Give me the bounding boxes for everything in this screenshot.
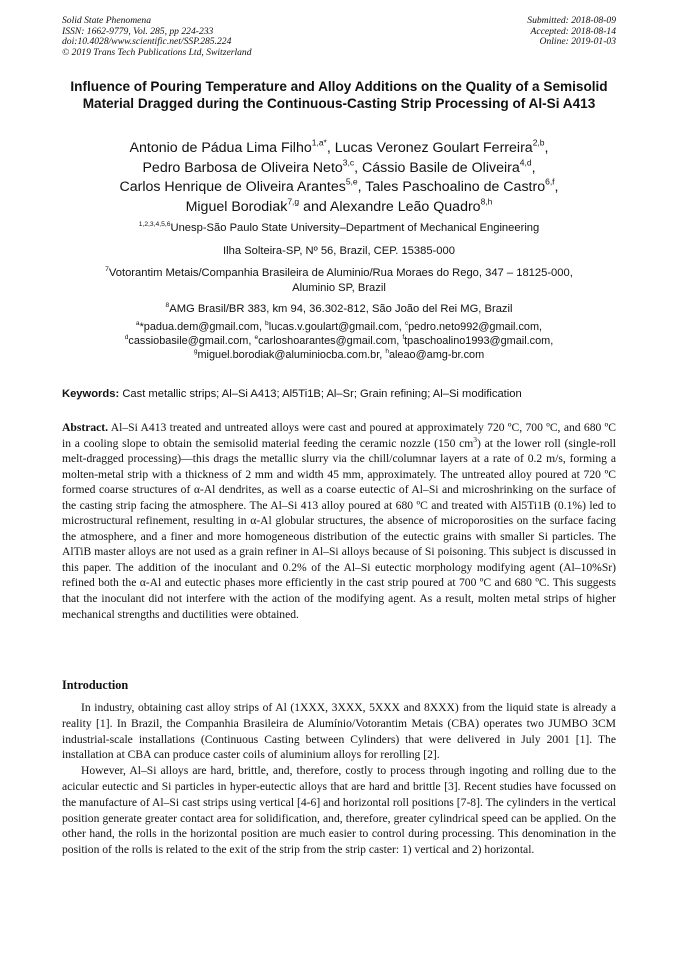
journal-name: Solid State Phenomena	[62, 15, 151, 26]
keywords	[62, 387, 616, 401]
affiliation-3: $^8$AMG Brasil/BR 383, km 94, 36.302-812, São João del Rei MG, Brazil	[165, 301, 513, 315]
email-link[interactable]: $^g$miguel.borodiak@aluminiocba.com.br	[193, 348, 380, 361]
email-link[interactable]: $^f$tpaschoalino1993@gmail.com	[402, 334, 551, 347]
publication-dates	[527, 16, 616, 48]
accepted-date: Accepted: 2018-08-14	[530, 25, 616, 37]
paragraph: However, Al–Si alloys are hard, brittle, and, therefore, costly to process through ingoting and rolling due to the acicular eutectic and Si particles in hyper-eutectic alloys that are hard and brittle [3]. Recent studies have focussed on the manufacture of Al–Si cast strips using vertical [4-6] and horizontal roll positions [7-8]. The cylinders in the vertical position generate greater contact area for solidification, and, therefore, greater cylindrical speed can be applied. On the other hand, the rolls in the horizontal position are much easier to control during processing. This denomination in the position of the rolls is related to the exit of the strip from the strip caster: 1) vertical and 2) horizontal.	[62, 764, 616, 857]
keywords-label: Keywords:	[62, 388, 120, 400]
author: Cássio Basile de Oliveira$^{4,d}$	[362, 157, 532, 176]
author: Lucas Veronez Goulart Ferreira$^{2,b}$	[334, 137, 545, 156]
email-link[interactable]: $^d$cassiobasile@gmail.com	[124, 334, 249, 347]
author: Pedro Barbosa de Oliveira Neto$^{3,c}$	[142, 157, 355, 176]
abstract-label: Abstract.	[62, 421, 109, 434]
author: Alexandre Leão Quadro$^{8,h}$	[329, 196, 493, 215]
email-link[interactable]: $^c$pedro.neto992@gmail.com	[404, 320, 540, 333]
email-list: $^a$*padua.dem@gmail.com, $^b$lucas.v.goulart@gmail.com, $^c$pedro.neto992@gmail.com, $^d$cassiobasile@gmail.com, $^e$carloshoarantes@gmail.com, $^f$tpaschoalino1993@gmail.com, $^g$miguel.borodiak@aluminiocba.com.br, $^h$aleao@amg-br.com	[124, 320, 554, 361]
author: Miguel Borodiak$^{7,g}$	[185, 196, 300, 215]
paper-title: Influence of Pouring Temperature and Alloy Additions on the Quality of a Semisolid Material Dragged during the Continuous-Casting Strip Processing of Al-Si A413	[70, 79, 608, 111]
section-heading-introduction: Introduction	[62, 678, 129, 692]
author: Carlos Henrique de Oliveira Arantes$^{5,e}$	[119, 176, 358, 195]
journal-issn: ISSN: 1662-9779, Vol. 285, pp 224-233	[62, 25, 214, 37]
email-link[interactable]: $^h$aleao@amg-br.com	[385, 348, 485, 361]
author: Tales Paschoalino de Castro$^{6,f}$	[365, 176, 555, 195]
author-list: Antonio de Pádua Lima Filho$^{1,a*}$, Lucas Veronez Goulart Ferreira$^{2,b}$, Pedro Barbosa de Oliveira Neto$^{3,c}$, Cássio Basile de Oliveira$^{4,d}$, Carlos Henrique de Oliveira Arantes$^{5,e}$, Tales Paschoalino de Castro$^{6,f}$, Miguel Borodiak$^{7,g}$ and Alexandre Leão Quadro$^{8,h}$	[119, 137, 559, 215]
email-link[interactable]: $^a$*padua.dem@gmail.com	[135, 320, 259, 333]
journal-info	[62, 16, 252, 58]
author: Antonio de Pádua Lima Filho$^{1,a*}$	[129, 137, 327, 156]
journal-doi[interactable]: doi:10.4028/www.scientific.net/SSP.285.224	[62, 36, 232, 48]
journal-copyright: © 2019 Trans Tech Publications Ltd, Switzerland	[62, 46, 252, 58]
introduction-body	[62, 700, 616, 858]
keywords-text: Cast metallic strips; Al–Si A413; Al5Ti1B; Al–Sr; Grain refining; Al–Si modification	[122, 388, 522, 400]
affiliation-2: $^7$Votorantim Metais/Companhia Brasileira de Aluminio/Rua Moraes do Rego, 347 – 18125-000, Aluminio SP, Brazil	[105, 265, 573, 294]
affiliation-1: $^{1,2,3,4,5,6}$Unesp-São Paulo State University–Department of Mechanical Engineering Ilha Solteira-SP, Nº 56, Brazil, CEP. 15385-000	[138, 220, 540, 257]
submitted-date: Submitted: 2018-08-09	[527, 15, 616, 26]
online-date: Online: 2019-01-03	[539, 36, 616, 48]
abstract: Abstract. Al–Si A413 treated and untreated alloys were cast and poured at approximately 720 ºC, 700 ºC, and 680 ºC in a cooling slope to obtain the semisolid material feeding the ceramic nozzle (150 $cm^3$) at the lower roll (single-roll melt-dragged processing)—this drags the metallic slurry via the chill/columnar layers at a rate of 0.2 m/s, forming a molten-metal strip with a thickness of 2 mm and width 45 mm, approximately. The untreated alloy poured at 720 ºC formed coarse structures of α-Al dendrites, as well as a coarse eutectic of Al–Si and microshrinking on the surface of the casting strip facing the atmosphere. The Al–Si 413 alloy poured at 680 ºC and treated with Al5Ti1B (0.1%) led to microstructural refinement, resulting in α-Al globular structures, the absence of microporosities on the surface facing the atmosphere, and a finer and more homogeneous distribution of the eutectic grains with smaller Si particles. The AlTiB master alloys are not used as a grain refiner in Al–Si alloys because of Si poisoning. This subject is discussed in this paper. The addition of the inoculant and 0.2% of the Al–Si eutectic morphology modifying agent (Al–10%Sr) refined both the α-Al and eutectic phases more efficiently in the cast strip poured at 700 ºC and 680 ºC. This suggests that the inoculant did not interfere with the action of the modifying agent. As a result, molten metal strips of higher mechanical strengths and ductilities were obtained.	[62, 421, 616, 621]
paragraph: In industry, obtaining cast alloy strips of Al (1XXX, 3XXX, 5XXX and 8XXX) from the liquid state is already a reality [1]. In Brazil, the Companhia Brasileira de Alumínio/Votorantim Metais (CBA) operates two JUMBO 3CM industrial-scale installations (Continuous Casting between Cylinders) that were delivered in July 2001 [1]. The installation at CBA can produce caster coils of aluminium alloys for rerolling [2].	[62, 701, 616, 762]
email-link[interactable]: $^b$lucas.v.goulart@gmail.com	[265, 320, 399, 333]
email-link[interactable]: $^e$carloshoarantes@gmail.com	[254, 334, 397, 347]
